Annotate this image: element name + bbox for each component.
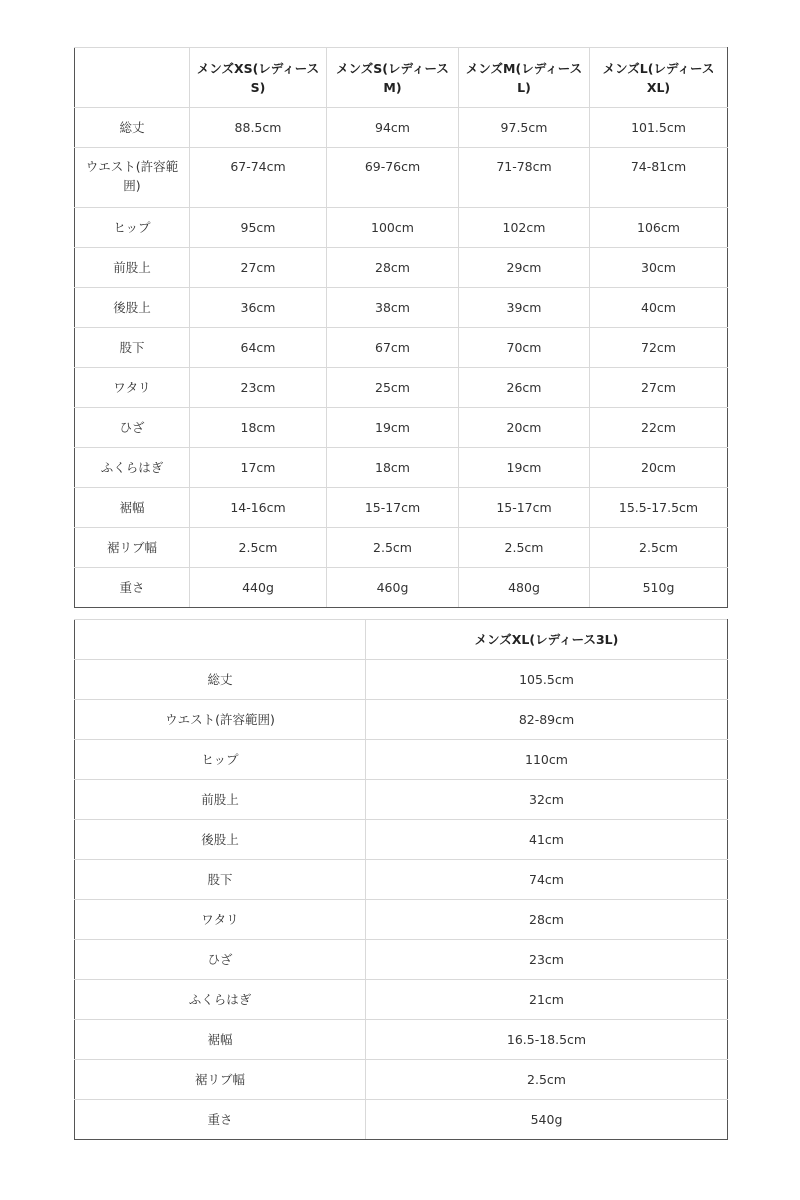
row-label: 重さ [75,568,190,608]
cell-value: 110cm [366,740,728,780]
cell-value: 27cm [590,368,728,408]
row-label: 後股上 [75,820,366,860]
table-row [75,740,728,780]
cell-value: 2.5cm [590,528,728,568]
header-empty-cell [75,620,366,660]
table-row [75,820,728,860]
cell-value: 106cm [590,208,728,248]
cell-value: 18cm [190,408,327,448]
table-row [75,148,728,208]
table-row [75,700,728,740]
cell-value: 23cm [366,940,728,980]
table-row [75,980,728,1020]
cell-value: 88.5cm [190,108,327,148]
table-row [75,860,728,900]
size-table-2 [74,619,728,1140]
cell-value: 540g [366,1100,728,1140]
cell-value: 460g [327,568,459,608]
row-label: 総丈 [75,108,190,148]
cell-value: 105.5cm [366,660,728,700]
row-label: ふくらはぎ [75,980,366,1020]
header-size-l: メンズL(レディースXL) [590,48,728,108]
cell-value: 74cm [366,860,728,900]
cell-value: 18cm [327,448,459,488]
row-label: ひざ [75,408,190,448]
cell-value: 40cm [590,288,728,328]
table-row [75,288,728,328]
cell-value: 39cm [459,288,590,328]
cell-value: 19cm [459,448,590,488]
table-row [75,328,728,368]
cell-value: 29cm [459,248,590,288]
cell-value: 20cm [459,408,590,448]
cell-value: 67-74cm [190,148,327,208]
row-label: ワタリ [75,900,366,940]
cell-value: 97.5cm [459,108,590,148]
cell-value: 15-17cm [459,488,590,528]
cell-value: 2.5cm [459,528,590,568]
row-label: ふくらはぎ [75,448,190,488]
cell-value: 100cm [327,208,459,248]
cell-value: 74-81cm [590,148,728,208]
row-label: 股下 [75,328,190,368]
row-label: ウエスト(許容範囲) [75,700,366,740]
row-label: 裾幅 [75,488,190,528]
cell-value: 21cm [366,980,728,1020]
table-row [75,1020,728,1060]
table-row [75,900,728,940]
row-label: ワタリ [75,368,190,408]
cell-value: 70cm [459,328,590,368]
header-size-m: メンズM(レディースL) [459,48,590,108]
cell-value: 28cm [327,248,459,288]
table-row [75,660,728,700]
cell-value: 67cm [327,328,459,368]
cell-value: 101.5cm [590,108,728,148]
size-table-1 [74,47,728,608]
table-row [75,408,728,448]
row-label: 前股上 [75,780,366,820]
cell-value: 25cm [327,368,459,408]
cell-value: 38cm [327,288,459,328]
header-empty-cell [75,48,190,108]
cell-value: 102cm [459,208,590,248]
table-row [75,248,728,288]
cell-value: 36cm [190,288,327,328]
table-row [75,368,728,408]
cell-value: 16.5-18.5cm [366,1020,728,1060]
row-label: ひざ [75,940,366,980]
row-label: ヒップ [75,208,190,248]
table-row [75,208,728,248]
table-row [75,568,728,608]
row-label: 重さ [75,1100,366,1140]
row-label: 総丈 [75,660,366,700]
cell-value: 94cm [327,108,459,148]
header-size-s: メンズS(レディースM) [327,48,459,108]
cell-value: 69-76cm [327,148,459,208]
cell-value: 510g [590,568,728,608]
cell-value: 20cm [590,448,728,488]
cell-value: 14-16cm [190,488,327,528]
table-row [75,488,728,528]
cell-value: 30cm [590,248,728,288]
cell-value: 440g [190,568,327,608]
cell-value: 2.5cm [190,528,327,568]
cell-value: 32cm [366,780,728,820]
cell-value: 27cm [190,248,327,288]
header-size-xl: メンズXL(レディース3L) [366,620,728,660]
row-label: 前股上 [75,248,190,288]
cell-value: 82-89cm [366,700,728,740]
cell-value: 480g [459,568,590,608]
row-label: 股下 [75,860,366,900]
cell-value: 15.5-17.5cm [590,488,728,528]
cell-value: 71-78cm [459,148,590,208]
row-label: 後股上 [75,288,190,328]
table-row [75,1100,728,1140]
cell-value: 19cm [327,408,459,448]
table-row [75,448,728,488]
row-label: 裾リブ幅 [75,528,190,568]
row-label: 裾リブ幅 [75,1060,366,1100]
cell-value: 2.5cm [366,1060,728,1100]
table-row [75,1060,728,1100]
cell-value: 2.5cm [327,528,459,568]
table-row [75,940,728,980]
row-label: ヒップ [75,740,366,780]
cell-value: 22cm [590,408,728,448]
table-header-row [75,620,728,660]
cell-value: 28cm [366,900,728,940]
cell-value: 26cm [459,368,590,408]
cell-value: 95cm [190,208,327,248]
table-row [75,528,728,568]
row-label: 裾幅 [75,1020,366,1060]
cell-value: 72cm [590,328,728,368]
header-size-xs: メンズXS(レディースS) [190,48,327,108]
cell-value: 64cm [190,328,327,368]
table-row [75,108,728,148]
row-label: ウエスト(許容範囲) [75,148,190,208]
table-row [75,780,728,820]
cell-value: 41cm [366,820,728,860]
cell-value: 23cm [190,368,327,408]
cell-value: 15-17cm [327,488,459,528]
table-header-row [75,48,728,108]
cell-value: 17cm [190,448,327,488]
